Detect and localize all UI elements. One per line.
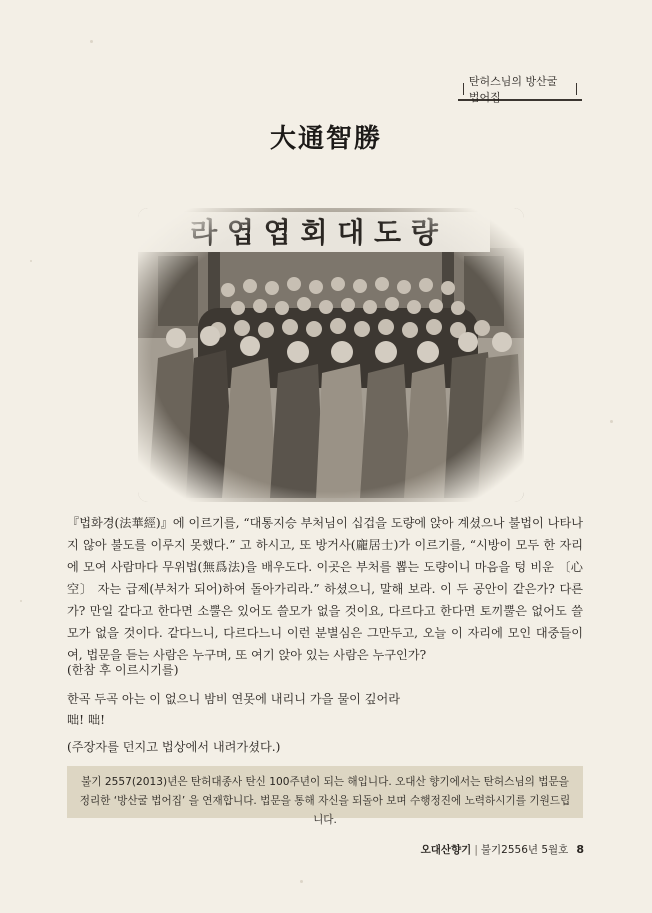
footer-magazine: 오대산향기 [420,844,472,856]
article-exclamation: 咄! 咄! [67,713,106,727]
paper-texture-speck [610,420,613,423]
article-aside: (한참 후 이르시기를) [67,663,179,677]
editor-note-box [67,766,583,826]
series-title-bar-left [463,83,464,95]
group-photo [138,208,524,502]
article-verse: 한곡 두곡 아는 이 없으니 밤비 연못에 내리니 가을 물이 깊어라 [67,692,401,706]
article-title: 大通智勝 [269,124,382,154]
page-footer [400,842,584,857]
article-paragraph: 『법화경(法華經)』에 이르기를, “대통지승 부처님이 십겁을 도량에 앉아 계셨으나 불법이 나타나지 않아 불도를 이루지 못했다.” 고 하시고, 또 방거사(龐居士)가 이르기를, “시방이 모두 한 자리에 모여 사람마다 무위법(無爲法)을 배우도다. 이곳은 부처를 뽑는 도량이니 마음을 텅 비운 〔心空〕 자는 급제(부처가 되어)하여 돌아가리라.” 하셨으니, 말해 보라. 이 두 공안이 같은가? 다른가? 만일 같다고 한다면 소뿔은 있어도 쓸모가 없을 것이요, 다르다고 한다면 토끼뿔은 없어도 쓸모가 없을 것이다. 같다느니, 다르다느니 이런 분별심은 그만두고, 오늘 이 자리에 모인 대중들이여, 법문을 듣는 사람은 누구며, 또 여기 앉아 있는 사람은 누구인가? [67,516,583,662]
paper-texture-speck [90,40,93,43]
paper-texture-speck [300,880,303,883]
editor-note-text: 불기 2557(2013)년은 탄허대종사 탄신 100주년이 되는 해입니다. 오대산 향기에서는 탄허스님의 법문을 정리한 ‘방산굴 법어집’ 을 연재합니다. 법문을 통해 자신을 되돌아 보며 수행정진에 노력하시기를 기원드립니다. [79,776,571,826]
series-title-text: 탄허스님의 방산굴 법어집 [468,75,558,104]
group-photo-illustration [138,208,524,502]
article-closing: (주장자를 던지고 법상에서 내려가셨다.) [67,740,281,754]
footer-separator: | [474,844,478,856]
page-number: 8 [576,843,584,856]
paper-texture-speck [20,600,22,602]
series-title [458,75,582,104]
article-body [67,512,583,666]
paper-texture-speck [30,260,32,262]
footer-issue: 불기2556년 5월호 [480,844,569,856]
series-title-bar-right [576,83,577,95]
